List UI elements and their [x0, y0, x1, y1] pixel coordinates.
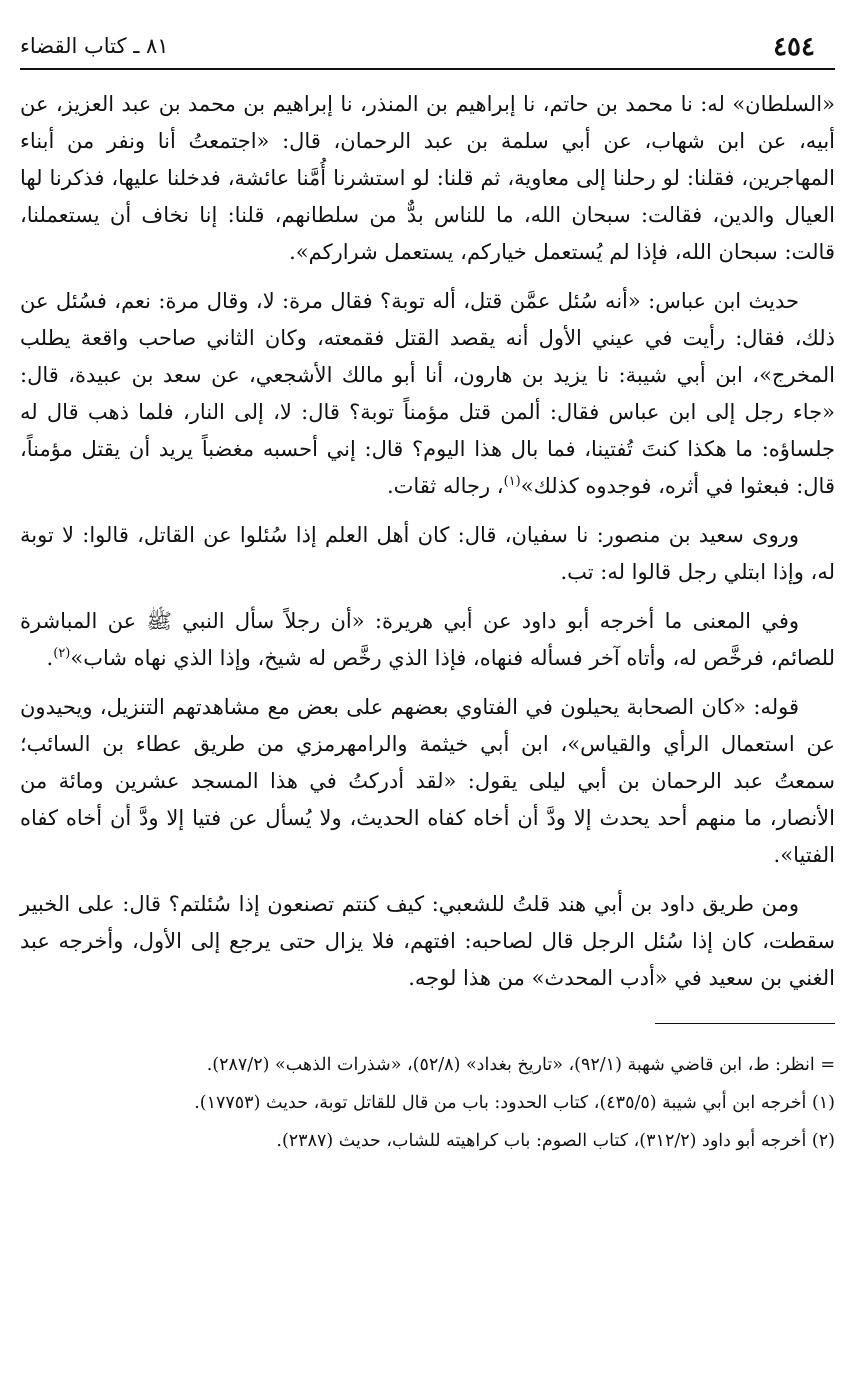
page-number: ٤٥٤: [773, 32, 815, 62]
header-divider: [20, 68, 835, 70]
footnote-reference[interactable]: (٢): [53, 646, 71, 661]
paragraph: [20, 886, 835, 997]
paragraph-tail: .: [46, 646, 54, 670]
paragraph-text: قوله: «كان الصحابة يحيلون في الفتاوي بعضهم على بعض مع مشاهدتهم التنزيل، ويحيدون عن استعمال الرأي والقياس»، ابن أبي خيثمة والرامهرمزي من طريق عطاء بن السائب؛ سمعتُ عبد الرحمان بن أبي ليلى يقول: «لقد أدركتُ في هذا المسجد عشرين ومائة من الأنصار، ما منهم أحد يحدث إلا ودَّ أن أخاه كفاه الحديث، ولا يُسأل عن فتيا إلا ودَّ أن أخاه كفاه الفتيا».: [20, 695, 835, 867]
paragraph-text: «السلطان» له: نا محمد بن حاتم، نا إبراهيم بن المنذر، نا إبراهيم بن محمد بن عبد العزيز، عن أبيه، عن ابن شهاب، عن أبي سلمة بن عبد الرحمان، قال: «اجتمعتُ أنا ونفر من أبناء المهاجرين، فقلنا: لو رحلنا إلى معاوية، ثم قلنا: لو استشرنا أُمَّنا عائشة، فدخلنا عليها، فذكرنا لها العيال والدين، فقالت: سبحان الله، ما للناس بدٌّ من سلطانهم، قلنا: إنا نخاف أن يستعملنا، قالت: سبحان الله، فإذا لم يُستعمل خياركم، يستعمل شراركم».: [20, 92, 835, 264]
paragraph: [20, 689, 835, 874]
book-page: [20, 28, 835, 1162]
footnote: (١) أخرجه ابن أبي شيبة (٤٣٥/٥)، كتاب الحدود: باب من قال للقاتل توبة، حديث (١٧٧٥٣).: [194, 1093, 835, 1113]
footnote: (٢) أخرجه أبو داود (٣١٢/٢)، كتاب الصوم: باب كراهيته للشاب، حديث (٢٣٨٧).: [276, 1131, 835, 1151]
footnote: = انظر: ط، ابن قاضي شهبة (٩٢/١)، «تاريخ بغداد» (٥٢/٨)، «شذرات الذهب» (٢٨٧/٢).: [206, 1055, 835, 1075]
paragraph-text: حديث ابن عباس: «أنه سُئل عمَّن قتل، أله توبة؟ فقال مرة: لا، وقال مرة: نعم، فسُئل عن ذلك، فقال: رأيت في عيني الأول أنه يقصد القتل فقمعته، وكان الثاني صاحب واقعة يطلب المخرج»، ابن أبي شيبة: نا يزيد بن هارون، أنا أبو مالك الأشجعي، عن سعد بن عبيدة، قال: «جاء رجل إلى ابن عباس فقال: ألمن قتل مؤمناً توبة؟ قال: لا، إلى النار، فلما ذهب قال له جلساؤه: ما هكذا كنتَ تُفتينا، فما بال هذا اليوم؟ قال: إني أحسبه مغضباً يريد أن يقتل مؤمناً، قال: فبعثوا في أثره، فوجدوه كذلك»: [20, 289, 836, 498]
footnote-divider: [655, 1023, 835, 1024]
page-header: [20, 28, 835, 68]
paragraph-text: وفي المعنى ما أخرجه أبو داود عن أبي هريرة: «أن رجلاً سأل النبي ﷺ عن المباشرة للصائم، فرخَّص له، وأتاه آخر فسأله فنهاه، فإذا الذي رخَّص له شيخ، وإذا الذي نهاه شاب»: [20, 609, 835, 670]
paragraph-tail: ، رجاله ثقات.: [386, 474, 504, 498]
paragraph-text: وروى سعيد بن منصور: نا سفيان، قال: كان أهل العلم إذا سُئلوا عن القاتل، قالوا: لا توبة له، وإذا ابتلي رجل قالوا له: تب.: [20, 523, 835, 584]
running-title: ٨١ ـ كتاب القضاء: [20, 34, 169, 58]
paragraph: [20, 603, 835, 677]
main-text: [20, 86, 835, 997]
footnotes: [20, 1048, 835, 1158]
paragraph: [20, 283, 835, 505]
paragraph: [20, 86, 835, 271]
paragraph: [20, 517, 835, 591]
paragraph-text: ومن طريق داود بن أبي هند قلتُ للشعبي: كيف كنتم تصنعون إذا سُئلتم؟ قال: على الخبير سقطت، كان إذا سُئل الرجل قال لصاحبه: افتهم، فلا يزال حتى يرجع إلى الأول، وأخرجه عبد الغني بن سعيد في «أدب المحدث» من هذا لوجه.: [20, 892, 835, 990]
footnote-reference[interactable]: (١): [503, 474, 521, 489]
